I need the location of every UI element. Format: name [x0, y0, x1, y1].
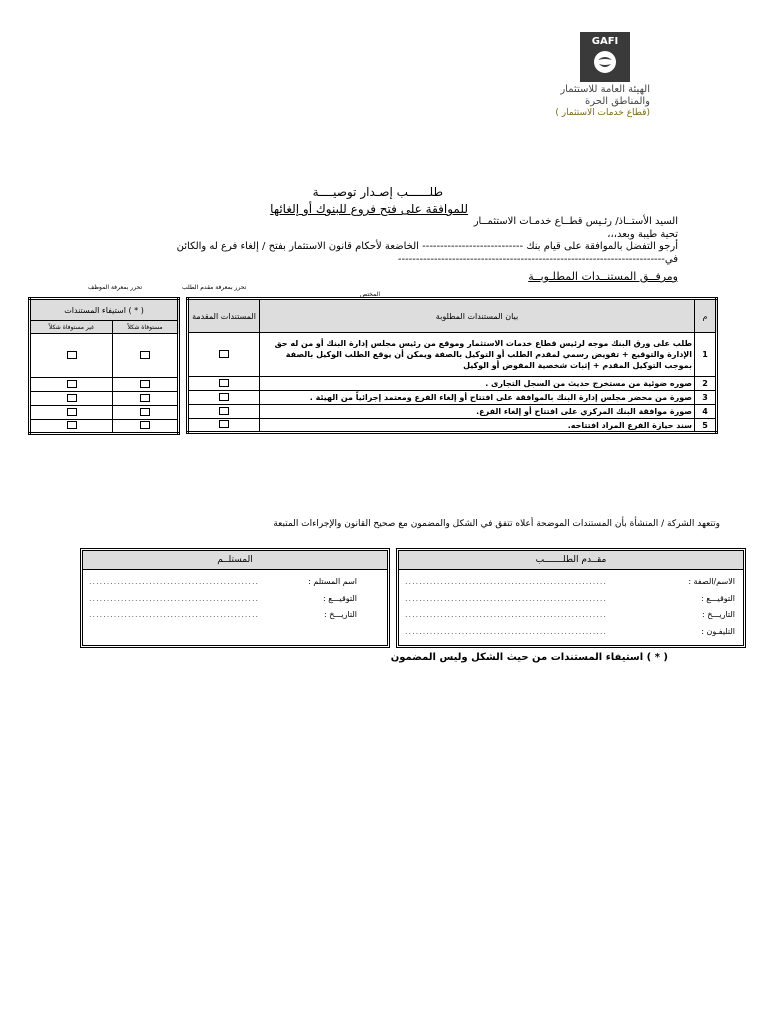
applicant-signature-field[interactable]: .........................................................: [405, 594, 607, 603]
col-submitted: المستندات المقدمة: [188, 299, 260, 333]
authority-name-2: والمناطق الحرة: [584, 96, 650, 107]
receiver-panel: [80, 548, 390, 648]
greeting: تحية طيبة وبعد،،،: [607, 229, 678, 240]
submitted-checkbox[interactable]: [219, 393, 229, 401]
applicant-name-label: الاسم/الصفة :: [688, 577, 735, 586]
submitted-checkbox[interactable]: [219, 407, 229, 415]
incomplete-checkbox[interactable]: [67, 421, 77, 429]
applicant-phone-label: التليفـون :: [701, 627, 735, 636]
row-num: 5: [695, 419, 717, 433]
doc-row-4: صورة موافقة البنك المركزي على افتتاح أو إلغاء الفرع.: [260, 405, 695, 419]
submitted-checkbox[interactable]: [219, 350, 229, 358]
form-title: طلــــــب إصـدار توصيــــة: [312, 185, 443, 199]
attachments-heading: ومرفــق المستنــدات المطلـوبــة: [528, 270, 678, 283]
applicant-name-field[interactable]: .........................................................: [405, 577, 607, 586]
doc-row-3: صورة من محضر مجلس إدارة البنك بالموافقة على افتتاح أو إلغاء الفرع ومعتمد إجرائياً من الهيئة .: [260, 391, 695, 405]
applicant-title: مقــدم الطلـــــــب: [399, 551, 743, 570]
receiver-signature-label: التوقيـــع :: [323, 594, 357, 603]
note-employee: تحرر بمعرفة الموظف: [88, 284, 143, 291]
col-complete: مستوفاة شكلاً: [113, 321, 179, 334]
complete-checkbox[interactable]: [140, 394, 150, 402]
complete-checkbox[interactable]: [140, 421, 150, 429]
applicant-signature-label: التوقيـــع :: [701, 594, 735, 603]
completion-table: [28, 297, 180, 435]
note-specialist: المختص: [360, 291, 380, 298]
row-num: 4: [695, 405, 717, 419]
row-num: 3: [695, 391, 717, 405]
incomplete-checkbox[interactable]: [67, 380, 77, 388]
addressee: السيد الأستــاذ/ رئـيس قطــاع خدمـات الاستثمــار: [473, 216, 678, 227]
complete-checkbox[interactable]: [140, 351, 150, 359]
gafi-logo: [580, 32, 630, 82]
doc-row-5: سند حيازة الفرع المراد افتتاحه.: [260, 419, 695, 433]
receiver-date-field[interactable]: ................................................: [89, 610, 260, 619]
col-completion: استيفاء المستندات ( * ): [30, 299, 179, 321]
doc-row-2: صوره ضوئية من مستخرج حديث من السجل التجارى .: [260, 377, 695, 391]
row-num: 1: [695, 333, 717, 377]
submitted-checkbox[interactable]: [219, 379, 229, 387]
sector-name: (قطاع خدمات الاستثمار ): [555, 108, 650, 118]
undertaking-text: وتتعهد الشركة / المنشأة بأن المستندات الموضحة أعلاه تتفق في الشكل والمضمون مع صحيح القانون والإجراءات المتبعة: [273, 519, 720, 529]
receiver-name-label: اسم المستلم :: [308, 577, 357, 586]
doc-row-1: طلب على ورق البنك موجه لرئيس قطاع خدمات الاستثمار وموقع من رئيس مجلس إدارة البنك أو من له حق الإدارة والتوقيع + تفويض رسمي لمقدم الطلب أو التوكيل بالصفة ويمكن أن يوقع الطلب الوكيل بالصفة بموجب التوكيل المقدم + إثبات شخصية المفوض أو الوكيل: [260, 333, 695, 377]
request-line: أرجو التفضل بالموافقة على قيام بنك ---------------------------- الخاضعة لأحكام قانون الاستثمار بفتح / إلغاء فرع له والكائن: [176, 241, 678, 252]
receiver-title: المستلــم: [83, 551, 387, 570]
col-num: م: [695, 299, 717, 333]
applicant-date-label: التاريـــخ :: [701, 610, 735, 619]
documents-table: [186, 297, 718, 434]
complete-checkbox[interactable]: [140, 380, 150, 388]
receiver-date-label: التاريـــخ :: [323, 610, 357, 619]
footnote: ( * ) استيفاء المستندات من حيث الشكل وليس المضمون: [390, 652, 668, 663]
incomplete-checkbox[interactable]: [67, 408, 77, 416]
logo-text: GAFI: [591, 36, 619, 47]
authority-name: الهيئة العامة للاستثمار: [560, 84, 650, 95]
col-incomplete: غير مستوفاة شكلاً: [30, 321, 113, 334]
receiver-name-field[interactable]: ................................................: [89, 577, 260, 586]
incomplete-checkbox[interactable]: [67, 394, 77, 402]
complete-checkbox[interactable]: [140, 408, 150, 416]
submitted-checkbox[interactable]: [219, 420, 229, 428]
location-line: في--------------------------------------------------------------------------: [397, 254, 678, 265]
logo-emblem-icon: [592, 50, 618, 74]
row-num: 2: [695, 377, 717, 391]
applicant-panel: [396, 548, 746, 648]
receiver-signature-field[interactable]: ................................................: [89, 594, 260, 603]
applicant-date-field[interactable]: .........................................................: [405, 610, 607, 619]
form-subtitle: للموافقة على فتح فروع للبنوك أو إلغائها: [270, 202, 468, 216]
incomplete-checkbox[interactable]: [67, 351, 77, 359]
applicant-phone-field[interactable]: .........................................................: [405, 627, 607, 636]
note-applicant: تحرر بمعرفة مقدم الطلب: [182, 284, 247, 291]
col-docs: بيان المستندات المطلوبة: [260, 299, 695, 333]
